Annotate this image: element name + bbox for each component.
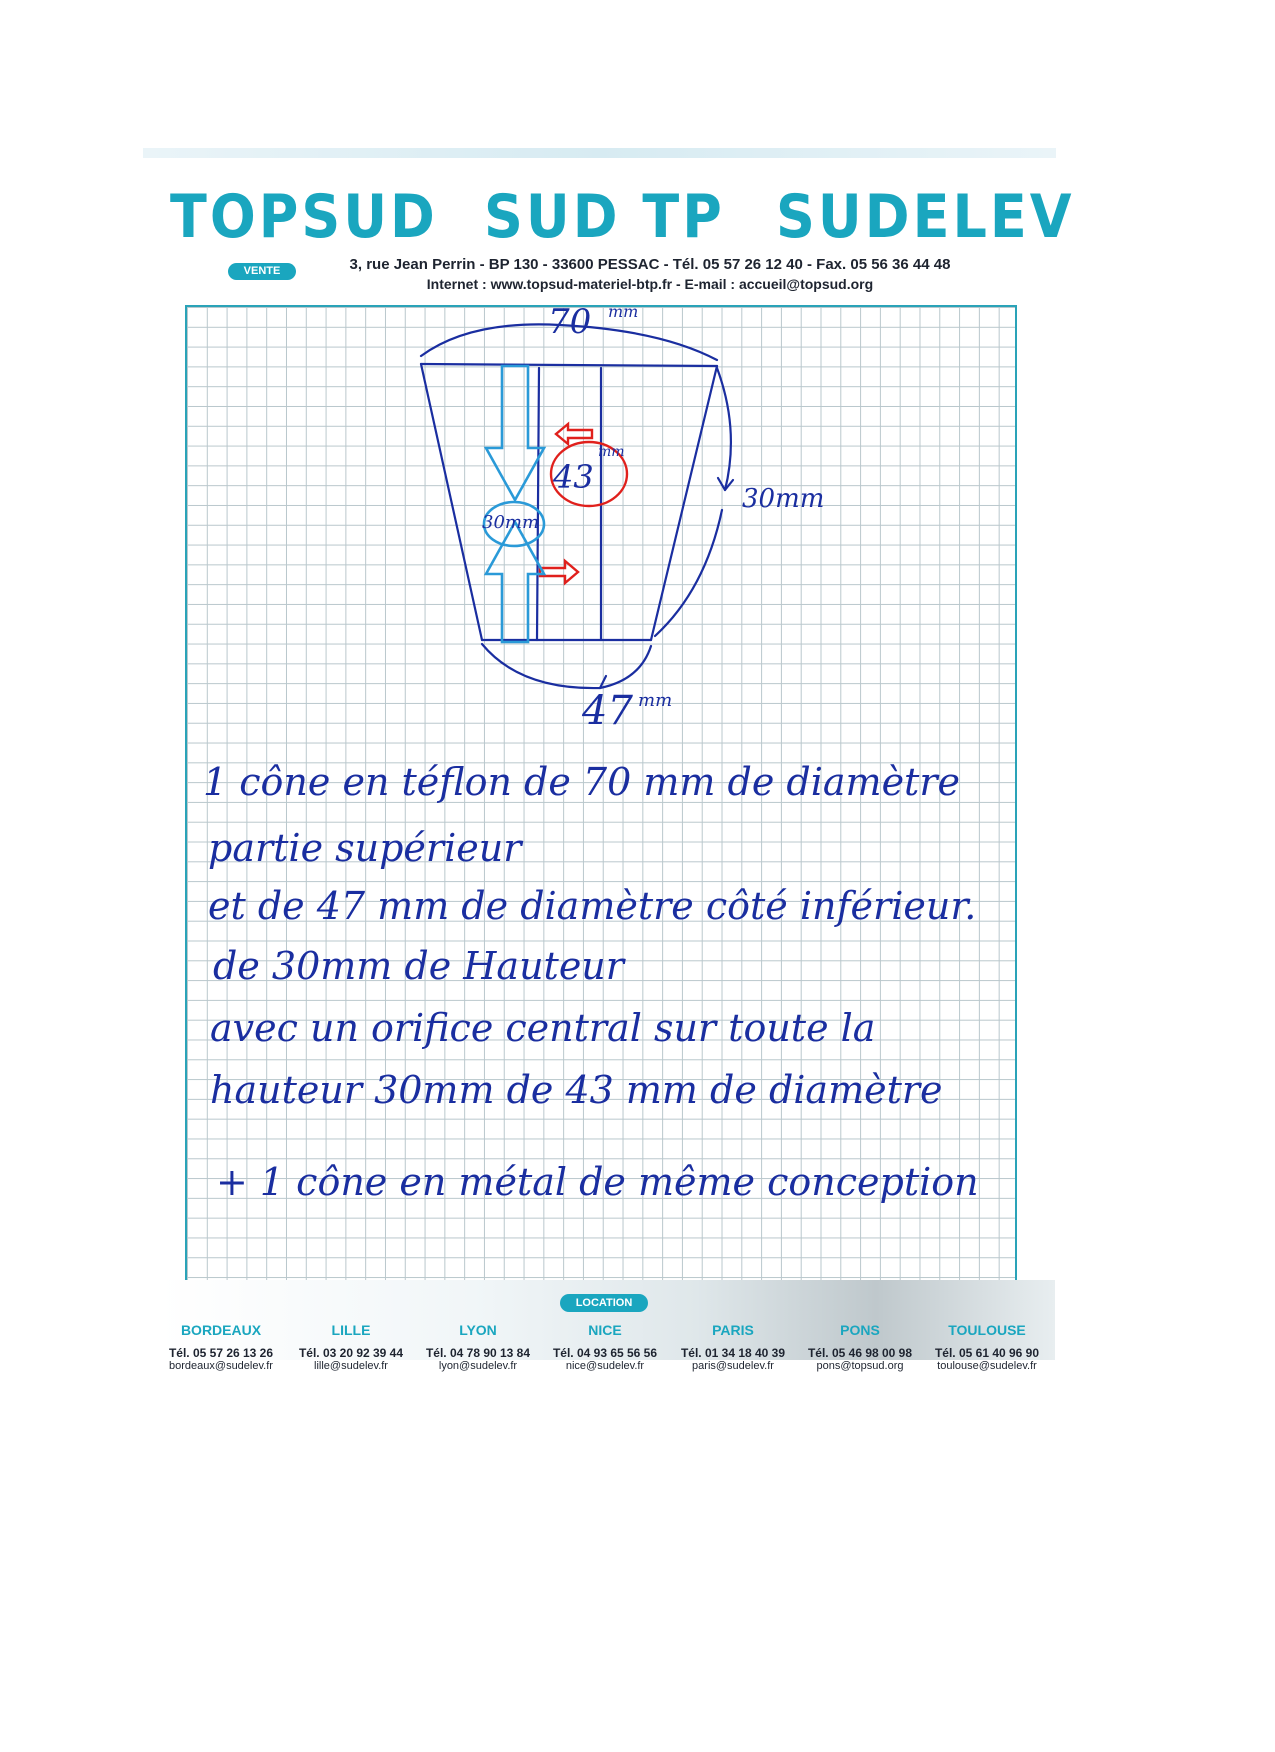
office-nice — [542, 1322, 668, 1372]
office-email[interactable]: bordeaux@sudelev.fr — [169, 1360, 273, 1372]
office-email[interactable]: lyon@sudelev.fr — [438, 1360, 518, 1372]
office-tel: Tél. 05 57 26 13 26 — [168, 1346, 274, 1360]
brand-sudtp: SUD TP — [484, 182, 725, 252]
office-pons — [797, 1322, 923, 1372]
note-line-2: partie supérieur — [208, 826, 522, 870]
top-dim-label: 70 — [548, 302, 592, 342]
office-email[interactable]: nice@sudelev.fr — [565, 1360, 645, 1372]
office-paris — [670, 1322, 796, 1372]
top-dim-unit: mm — [608, 302, 639, 321]
office-email[interactable]: paris@sudelev.fr — [692, 1360, 774, 1372]
office-tel: Tél. 03 20 92 39 44 — [298, 1346, 404, 1360]
office-city: TOULOUSE — [948, 1322, 1026, 1338]
vente-badge: VENTE — [228, 263, 296, 280]
office-city: LYON — [459, 1322, 497, 1338]
office-tel: Tél. 04 93 65 56 56 — [552, 1346, 658, 1360]
note-line-7: + 1 cône en métal de même conception — [216, 1160, 979, 1204]
office-city: LILLE — [331, 1322, 371, 1338]
cyan-arrow-down — [486, 366, 544, 500]
inner-dim-unit: mm — [598, 444, 625, 460]
office-tel: Tél. 05 61 40 96 90 — [934, 1346, 1040, 1360]
note-line-5: avec un orifice central sur toute la — [210, 1006, 876, 1050]
office-tel: Tél. 01 34 18 40 39 — [680, 1346, 786, 1360]
office-city: PARIS — [712, 1322, 754, 1338]
bottom-dim-label: 47 — [582, 688, 633, 734]
brand-topsud: TOPSUD — [170, 182, 438, 252]
office-toulouse — [924, 1322, 1050, 1372]
office-tel: Tél. 04 78 90 13 84 — [425, 1346, 531, 1360]
brand-sudelev: SUDELEV — [776, 182, 1075, 252]
height-dim-arc-1 — [717, 368, 731, 490]
office-city: PONS — [840, 1322, 880, 1338]
office-tel: Tél. 05 46 98 00 98 — [807, 1346, 913, 1360]
office-city: BORDEAUX — [180, 1322, 262, 1338]
note-line-3: et de 47 mm de diamètre côté inférieur. — [208, 884, 977, 928]
address-line: 3, rue Jean Perrin - BP 130 - 33600 PESSAC - Tél. 05 57 26 12 40 - Fax. 05 56 36 44 48 — [349, 256, 951, 273]
red-arrow-right — [540, 561, 578, 583]
height-dim-label: 30mm — [742, 484, 825, 514]
office-bordeaux — [158, 1322, 284, 1372]
office-lille — [288, 1322, 414, 1372]
office-city: NICE — [588, 1322, 622, 1338]
note-line-4: de 30mm de Hauteur — [213, 944, 624, 988]
office-lyon — [415, 1322, 541, 1372]
office-email[interactable]: pons@topsud.org — [816, 1360, 904, 1372]
web-line: Internet : www.topsud-materiel-btp.fr - E-mail : accueil@topsud.org — [426, 276, 874, 292]
height-dim-arc-2 — [655, 510, 722, 636]
bore-line-left — [537, 368, 539, 640]
note-line-1: 1 cône en téflon de 70 mm de diamètre — [203, 760, 960, 804]
note-line-6: hauteur 30mm de 43 mm de diamètre — [210, 1068, 943, 1112]
location-badge: LOCATION — [560, 1294, 648, 1312]
center-dim-label: 30mm — [482, 512, 540, 533]
cone-left-edge — [421, 364, 482, 640]
inner-dim-label: 43 — [553, 458, 594, 496]
office-email[interactable]: toulouse@sudelev.fr — [937, 1360, 1037, 1372]
office-email[interactable]: lille@sudelev.fr — [314, 1360, 388, 1372]
bottom-dim-unit: mm — [638, 690, 673, 711]
cone-right-edge — [651, 366, 717, 640]
bottom-dim-arc — [482, 644, 651, 688]
cone-top-edge — [421, 364, 717, 366]
